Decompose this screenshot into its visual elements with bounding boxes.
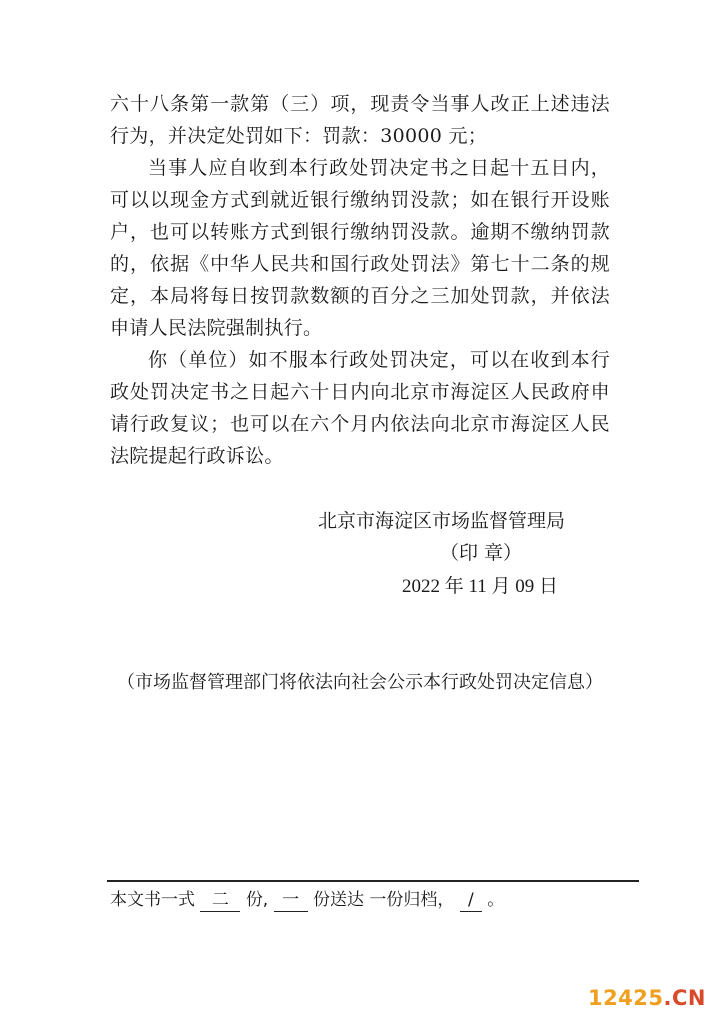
copies-unit: 份, [245, 890, 269, 910]
copies-middle: 份送达 一份归档， [313, 890, 455, 910]
copies-statement [110, 886, 504, 914]
seal-placeholder: （印 章） [440, 542, 523, 564]
watermark-dot: . [663, 986, 672, 1010]
copies-delivered-field: 一 [274, 889, 308, 912]
issuing-organization: 北京市海淀区市场监督管理局 [318, 510, 566, 532]
issue-date: 2022 年 11 月 09 日 [402, 576, 559, 597]
watermark-suffix: CN [672, 986, 706, 1010]
document-body [110, 88, 610, 472]
site-watermark [588, 986, 706, 1010]
copies-total-field: 二 [200, 889, 240, 912]
copies-end: 。 [487, 890, 505, 910]
paragraph-payment-instructions: 当事人应自收到本行政处罚决定书之日起十五日内，可以以现金方式到就近银行缴纳罚没款；如在银行开设账户，也可以转账方式到银行缴纳罚没款。逾期不缴纳罚款的，依据《中华人民共和国行政处罚法》第七十二条的规定，本局将每日按罚款数额的百分之三加处罚款，并依法申请人民法院强制执行。 [110, 157, 610, 339]
paragraph-penalty-decision: 六十八条第一款第（三）项，现责令当事人改正上述违法行为，并决定处罚如下：罚款：30000 元； [110, 93, 610, 147]
copies-other-field: / [460, 889, 482, 912]
copies-prefix: 本文书一式 [110, 890, 195, 910]
divider-line [107, 880, 639, 882]
paragraph-appeal-rights: 你（单位）如不服本行政处罚决定，可以在收到本行政处罚决定书之日起六十日内向北京市海淀区人民政府申请行政复议；也可以在六个月内依法向北京市海淀区人民法院提起行政诉讼。 [110, 349, 610, 467]
public-notice: （市场监督管理部门将依法向社会公示本行政处罚决定信息） [117, 672, 603, 693]
watermark-number: 12425 [587, 986, 664, 1010]
